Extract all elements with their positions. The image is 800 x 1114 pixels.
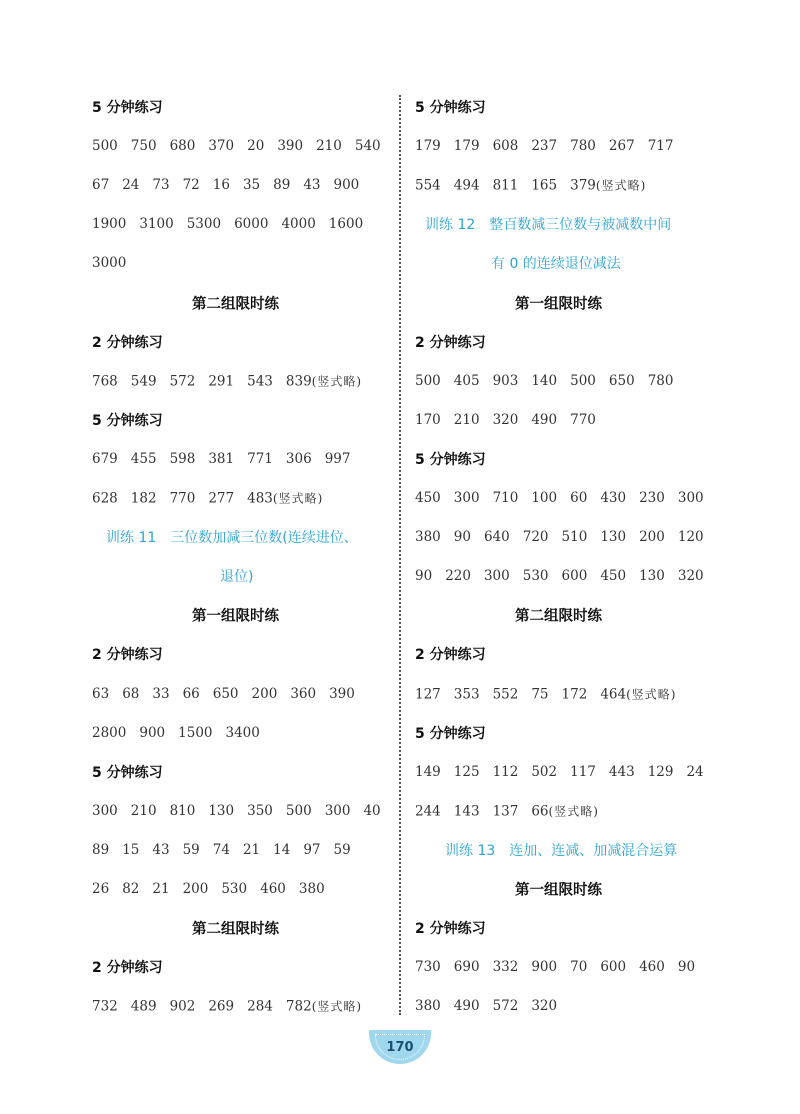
group-heading: 第一组限时练 xyxy=(515,296,602,312)
omitted-note: (竖式略) xyxy=(626,687,677,701)
answer-value: 679 xyxy=(92,450,118,467)
answer-value: 450 xyxy=(600,568,627,585)
answer-value: 510 xyxy=(561,529,588,546)
answer-value: 1600 xyxy=(328,216,364,233)
answer-value: 72 xyxy=(182,177,200,194)
answer-value: 390 xyxy=(277,138,304,155)
answer-value: 720 xyxy=(522,529,549,546)
answer-row xyxy=(415,685,676,702)
answer-value: 770 xyxy=(570,411,596,428)
answer-value: 450 xyxy=(415,490,441,506)
subsection-heading: 2 分钟练习 xyxy=(92,334,163,351)
answer-value: 82 xyxy=(122,881,140,897)
answer-value: 210 xyxy=(453,411,480,428)
answer-value: 1900 xyxy=(92,216,127,233)
answer-value: 300 xyxy=(453,490,480,506)
omitted-note: (竖式略) xyxy=(595,178,647,193)
answer-value: 530 xyxy=(522,568,549,585)
answer-value: 120 xyxy=(677,529,704,546)
answer-value: 710 xyxy=(492,490,519,506)
answer-value: 903 xyxy=(492,372,519,389)
answer-value: 543 xyxy=(247,373,273,390)
subsection-heading: 5 分钟练习 xyxy=(92,100,163,116)
answer-value: 502 xyxy=(531,763,558,780)
answer-value: 100 xyxy=(531,490,558,506)
answer-value: 1500 xyxy=(178,724,213,741)
answer-value: 68 xyxy=(122,685,140,702)
answer-value: 483(竖式略) xyxy=(247,490,324,507)
answer-value: 405 xyxy=(453,372,480,389)
subsection-heading: 2 分钟练习 xyxy=(415,921,486,938)
answer-value: 350 xyxy=(247,802,273,819)
answer-value: 782(竖式略) xyxy=(285,998,363,1015)
answer-value: 244 xyxy=(415,803,441,820)
answer-value: 125 xyxy=(453,763,480,780)
answer-row xyxy=(92,177,359,193)
answer-value: 770 xyxy=(169,490,196,507)
answer-value: 172 xyxy=(561,686,588,702)
answer-row xyxy=(92,451,350,467)
answer-value: 5300 xyxy=(186,216,222,233)
answer-value: 137 xyxy=(492,803,519,820)
answer-value: 640 xyxy=(483,529,510,546)
answer-value: 489 xyxy=(130,998,157,1015)
answer-value: 320 xyxy=(492,411,519,428)
answer-value: 267 xyxy=(608,138,635,155)
answer-value: 455 xyxy=(130,450,157,467)
group-heading: 第二组限时练 xyxy=(192,921,279,938)
answer-row xyxy=(415,529,704,545)
answer-value: 430 xyxy=(600,490,627,506)
answer-value: 66 xyxy=(182,685,200,702)
answer-value: 179 xyxy=(453,138,480,155)
training-title: 有 0 的连续退位减法 xyxy=(491,256,621,273)
answer-value: 500 xyxy=(570,372,596,389)
answer-value: 73 xyxy=(152,177,170,194)
answer-value: 460 xyxy=(639,959,665,976)
answer-value: 2800 xyxy=(92,724,127,741)
answer-row xyxy=(415,568,704,584)
answer-value: 200 xyxy=(251,685,278,702)
answer-row xyxy=(92,803,381,819)
omitted-note: (竖式略) xyxy=(272,491,324,506)
subsection-heading: 5 分钟练习 xyxy=(415,451,486,468)
answer-value: 300 xyxy=(92,802,118,819)
answer-row xyxy=(415,373,673,389)
answer-value: 381 xyxy=(208,450,235,467)
answer-value: 60 xyxy=(570,490,588,506)
answer-value: 300 xyxy=(324,802,351,819)
answer-row xyxy=(92,842,351,858)
answer-row xyxy=(92,372,362,389)
subsection-heading: 2 分钟练习 xyxy=(92,647,163,664)
answer-value: 210 xyxy=(316,138,342,155)
answer-value: 554 xyxy=(415,177,441,194)
subsection-heading: 5 分钟练习 xyxy=(92,764,163,781)
answer-value: 460 xyxy=(260,881,286,897)
answer-value: 900 xyxy=(333,177,360,194)
answer-value: 490 xyxy=(531,411,558,428)
answer-value: 90 xyxy=(453,529,471,546)
answer-value: 464(竖式略) xyxy=(600,686,677,702)
answer-value: 15 xyxy=(122,841,140,858)
answer-value: 608 xyxy=(492,138,519,155)
answer-value: 380 xyxy=(298,881,325,897)
training-title: 训练 13 连加、连减、加减混合运算 xyxy=(445,842,678,859)
answer-row xyxy=(415,764,704,780)
answer-value: 149 xyxy=(415,763,441,780)
answer-value: 768 xyxy=(92,373,118,390)
answer-row xyxy=(92,255,126,271)
answer-value: 200 xyxy=(639,529,665,546)
answer-value: 66(竖式略) xyxy=(531,803,599,820)
answer-value: 650 xyxy=(608,372,635,389)
answer-value: 97 xyxy=(303,841,321,858)
answer-value: 89 xyxy=(273,177,291,194)
omitted-note: (竖式略) xyxy=(311,999,363,1014)
page-number: 170 xyxy=(386,1039,414,1055)
answer-value: 771 xyxy=(247,450,273,467)
answer-value: 210 xyxy=(130,802,157,819)
answer-value: 4000 xyxy=(281,216,316,233)
answer-value: 90 xyxy=(677,959,696,976)
answer-value: 21 xyxy=(242,841,261,858)
answer-value: 320 xyxy=(677,568,704,585)
answer-value: 490 xyxy=(453,998,480,1015)
answer-value: 379(竖式略) xyxy=(570,177,647,194)
answer-value: 380 xyxy=(415,529,441,546)
answer-value: 839(竖式略) xyxy=(285,373,363,390)
answer-value: 690 xyxy=(453,959,480,976)
answer-value: 370 xyxy=(208,138,235,155)
answer-value: 390 xyxy=(329,685,355,702)
answer-value: 730 xyxy=(415,959,441,976)
answer-value: 237 xyxy=(531,138,558,155)
group-heading: 第一组限时练 xyxy=(192,608,279,625)
group-heading: 第一组限时练 xyxy=(515,882,602,899)
answer-value: 3400 xyxy=(225,724,260,741)
column-divider xyxy=(399,95,401,1015)
answer-value: 680 xyxy=(169,138,196,155)
answer-value: 140 xyxy=(531,372,558,389)
group-heading: 第二组限时练 xyxy=(515,608,602,625)
answer-value: 300 xyxy=(483,568,510,585)
answer-value: 598 xyxy=(169,450,196,467)
answer-value: 130 xyxy=(639,568,665,585)
subsection-heading: 2 分钟练习 xyxy=(415,647,486,664)
answer-value: 59 xyxy=(333,841,351,858)
answer-value: 43 xyxy=(152,841,170,858)
page-number-badge xyxy=(369,1030,431,1064)
answer-value: 902 xyxy=(169,998,196,1015)
answer-value: 332 xyxy=(492,959,519,976)
answer-value: 500 xyxy=(92,138,118,155)
answer-value: 494 xyxy=(453,177,480,194)
subsection-heading: 5 分钟练习 xyxy=(92,412,163,429)
answer-row xyxy=(92,998,362,1015)
answer-row xyxy=(92,725,260,741)
answer-row xyxy=(415,490,704,506)
answer-value: 628 xyxy=(92,490,118,507)
answer-value: 600 xyxy=(561,568,588,585)
answer-value: 16 xyxy=(212,177,230,194)
answer-value: 67 xyxy=(92,177,110,194)
answer-value: 26 xyxy=(92,881,110,897)
training-title: 退位) xyxy=(220,569,254,586)
answer-value: 380 xyxy=(415,998,441,1015)
answer-value: 277 xyxy=(208,490,235,507)
answer-value: 112 xyxy=(492,763,519,780)
answer-value: 353 xyxy=(453,686,480,702)
answer-row xyxy=(92,138,381,154)
answer-row xyxy=(415,959,695,975)
answer-value: 43 xyxy=(303,177,321,194)
answer-value: 997 xyxy=(324,450,351,467)
subsection-heading: 2 分钟练习 xyxy=(415,334,486,351)
answer-value: 59 xyxy=(182,841,200,858)
answer-value: 90 xyxy=(415,568,433,585)
answer-value: 320 xyxy=(531,998,558,1015)
training-title: 训练 12 整百数减三位数与被减数中间 xyxy=(425,217,672,234)
answer-value: 130 xyxy=(208,802,235,819)
answer-value: 179 xyxy=(415,138,441,155)
answer-value: 117 xyxy=(570,763,596,780)
answer-value: 780 xyxy=(570,138,596,155)
answer-row xyxy=(92,490,323,507)
answer-value: 306 xyxy=(285,450,312,467)
answer-value: 360 xyxy=(290,685,317,702)
answer-value: 75 xyxy=(531,686,549,702)
answer-value: 600 xyxy=(600,959,627,976)
answer-value: 63 xyxy=(92,685,110,702)
answer-value: 20 xyxy=(247,138,265,155)
answer-value: 6000 xyxy=(234,216,269,233)
answer-value: 170 xyxy=(415,411,441,428)
subsection-heading: 5 分钟练习 xyxy=(415,725,486,742)
answer-value: 24 xyxy=(122,177,140,194)
answer-value: 549 xyxy=(130,373,157,390)
answer-row xyxy=(92,881,325,897)
answer-value: 33 xyxy=(152,685,170,702)
answer-value: 40 xyxy=(363,802,381,819)
answer-value: 717 xyxy=(647,138,674,155)
answer-value: 732 xyxy=(92,998,118,1015)
answer-value: 900 xyxy=(531,959,558,976)
answer-value: 127 xyxy=(415,686,441,702)
answer-value: 572 xyxy=(492,998,519,1015)
training-title: 训练 11 三位数加减三位数(连续进位、 xyxy=(106,530,358,547)
answer-value: 780 xyxy=(647,372,674,389)
answer-value: 500 xyxy=(415,372,441,389)
answer-value: 14 xyxy=(273,841,291,858)
omitted-note: (竖式略) xyxy=(311,374,363,389)
answer-row xyxy=(92,216,363,232)
answer-value: 811 xyxy=(492,177,519,194)
answer-value: 284 xyxy=(247,998,273,1015)
answer-value: 269 xyxy=(208,998,235,1015)
answer-value: 300 xyxy=(677,490,704,506)
answer-value: 220 xyxy=(445,568,471,585)
omitted-note: (竖式略) xyxy=(548,804,599,819)
answer-value: 143 xyxy=(453,803,480,820)
answer-value: 530 xyxy=(221,881,248,897)
answer-value: 182 xyxy=(130,490,157,507)
group-heading: 第二组限时练 xyxy=(192,296,279,312)
answer-value: 552 xyxy=(492,686,519,702)
answer-value: 900 xyxy=(139,724,166,741)
answer-row xyxy=(415,802,599,819)
answer-row xyxy=(415,412,596,428)
answer-value: 3000 xyxy=(92,255,127,272)
answer-value: 165 xyxy=(531,177,558,194)
answer-value: 21 xyxy=(152,881,170,897)
answer-value: 291 xyxy=(208,373,235,390)
answer-value: 572 xyxy=(169,373,196,390)
answer-row xyxy=(415,177,646,194)
subsection-heading: 5 分钟练习 xyxy=(415,100,486,116)
answer-value: 130 xyxy=(600,529,627,546)
answer-value: 443 xyxy=(608,763,635,780)
answer-value: 89 xyxy=(92,841,110,858)
subsection-heading: 2 分钟练习 xyxy=(92,960,163,977)
answer-row xyxy=(415,138,673,154)
answer-value: 650 xyxy=(212,685,239,702)
answer-value: 3100 xyxy=(139,216,174,233)
answer-value: 24 xyxy=(686,763,704,780)
answer-value: 200 xyxy=(182,881,209,897)
answer-value: 35 xyxy=(242,177,261,194)
answer-row xyxy=(92,686,355,702)
answer-value: 129 xyxy=(647,763,674,780)
answer-value: 230 xyxy=(639,490,665,506)
answer-value: 540 xyxy=(354,138,381,155)
answer-value: 810 xyxy=(169,802,196,819)
answer-row xyxy=(415,998,557,1014)
answer-value: 70 xyxy=(570,959,588,976)
answer-value: 750 xyxy=(130,138,157,155)
answer-value: 500 xyxy=(285,802,312,819)
answer-value: 74 xyxy=(212,841,230,858)
